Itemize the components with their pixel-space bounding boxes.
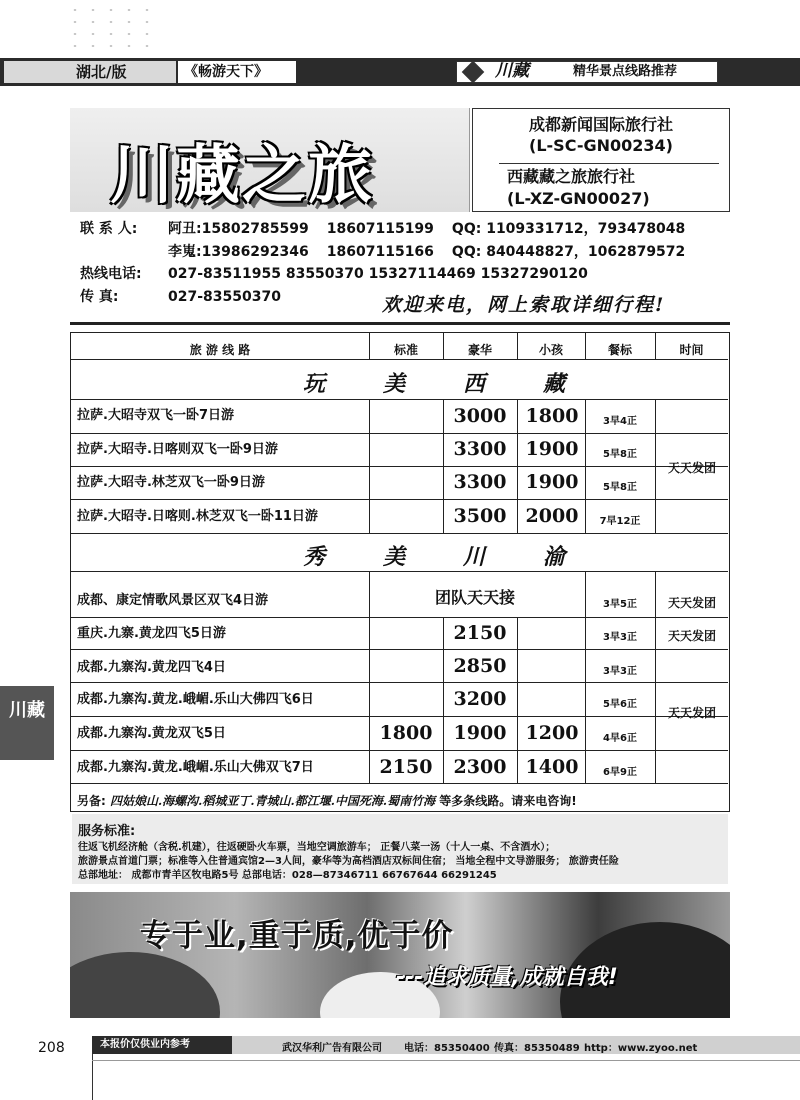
contact-label: 联 系 人: — [80, 221, 138, 237]
deluxe-price: 2150 — [453, 622, 507, 644]
contact-row-1 — [80, 220, 685, 238]
hotline-label: 热线电话: — [80, 266, 142, 282]
route-name: 成都、康定情歌风景区双飞4日游 — [77, 593, 269, 608]
agency-divider — [499, 163, 719, 164]
extra-label: 另备: — [77, 794, 106, 808]
divider-rule — [70, 322, 730, 325]
schedule-daily: 天天发团 — [667, 596, 716, 610]
child-price: 2000 — [525, 505, 579, 527]
footer-phone: 电话：85350400 — [404, 1043, 490, 1054]
mountain-shape — [70, 952, 220, 1018]
child-price: 1800 — [525, 405, 579, 427]
contact-person-2: 李嵬:13986292346 — [168, 244, 309, 260]
extra-routes — [77, 792, 577, 809]
deluxe-price: 3000 — [453, 405, 507, 427]
agency-panel — [472, 108, 730, 212]
fax-number: 027-83550370 — [168, 289, 281, 305]
service-panel — [72, 814, 728, 884]
section-title-sichuan: 秀美川渝 — [303, 544, 624, 570]
route-name: 成都.九寨沟.黄龙双飞5日 — [77, 726, 226, 741]
column-label: 《畅游天下》 — [178, 61, 296, 83]
agency-license-2: (L-XZ-GN00027) — [507, 189, 650, 208]
meal-standard: 3早3正 — [603, 666, 637, 677]
extra-places: 四姑娘山.海螺沟.稻城亚丁.青城山.都江堰.中国死海.蜀南竹海 — [110, 794, 436, 808]
extra-suffix: 等多条线路。请来电咨询! — [439, 794, 577, 808]
route-name: 拉萨.大昭寺.日喀则.林芝双飞一卧11日游 — [77, 509, 318, 524]
header-time: 时间 — [679, 343, 704, 357]
standard-price: 1800 — [379, 722, 433, 744]
route-name: 拉萨.大昭寺双飞一卧7日游 — [77, 408, 234, 423]
page-title: 川藏之旅 — [110, 139, 374, 213]
child-price: 1900 — [525, 438, 579, 460]
contact-row-2 — [80, 243, 685, 261]
fax-row — [80, 288, 281, 306]
service-title: 服务标准: — [78, 824, 136, 839]
service-line-3: 总部地址： 成都市青羊区牧电路5号 总部电话：028—87346711 66767644 66291245 — [78, 870, 497, 881]
route-name: 拉萨.大昭寺.日喀则双飞一卧9日游 — [77, 442, 278, 457]
schedule-daily: 天天发团 — [667, 706, 716, 720]
side-tab: 川藏 — [0, 686, 54, 760]
deluxe-price: 3300 — [453, 471, 507, 493]
hotline-row — [80, 265, 588, 283]
header-standard: 标准 — [393, 343, 418, 357]
route-banner — [456, 61, 718, 83]
agency-name-2: 西藏藏之旅旅行社 — [507, 167, 636, 186]
child-price: 1200 — [525, 722, 579, 744]
banner-brand: 川藏 — [495, 61, 529, 81]
schedule-daily: 天天发团 — [667, 461, 716, 475]
welcome-text: 欢迎来电，网上索取详细行程! — [382, 294, 666, 316]
agency-name-1: 成都新闻国际旅行社 — [528, 115, 673, 134]
footer-fax: 传真：85350489 — [494, 1043, 580, 1054]
header-deluxe: 豪华 — [467, 343, 492, 357]
footer-company: 武汉华利广告有限公司 — [282, 1043, 382, 1054]
header-meal: 餐标 — [607, 343, 632, 357]
hotline-numbers: 027-83511955 83550370 15327114469 15327290120 — [168, 266, 588, 282]
contact-phone-2: 18607115166 — [326, 244, 434, 260]
contact-qq-2: QQ: 840448827，1062879572 — [451, 244, 686, 260]
section-title-tibet: 玩美西藏 — [303, 371, 624, 397]
header-route: 旅 游 线 路 — [189, 343, 251, 357]
footer-note: 本报价仅供业内参考 — [92, 1036, 232, 1054]
footer-horizontal-rule — [92, 1060, 800, 1061]
slogan-main: 专于业,重于质,优于价 — [140, 918, 454, 954]
price-table — [70, 332, 730, 812]
route-name: 成都.九寨沟.黄龙.峨嵋.乐山大佛双飞7日 — [77, 760, 314, 775]
meal-standard: 3早5正 — [603, 599, 637, 610]
slogan-sub: ---追求质量,成就自我! — [396, 965, 618, 990]
meal-standard: 7早12正 — [599, 516, 641, 527]
route-name: 成都.九寨沟.黄龙四飞4日 — [77, 660, 226, 675]
header-child: 小孩 — [538, 343, 563, 357]
meal-standard: 5早6正 — [603, 699, 637, 710]
child-price: 1400 — [525, 756, 579, 778]
region-label: 湖北/版 — [4, 61, 176, 83]
contact-qq-1: QQ: 1109331712，793478048 — [451, 221, 686, 237]
meal-standard: 5早8正 — [603, 482, 637, 493]
scenery-banner — [70, 892, 730, 1018]
standard-price: 2150 — [379, 756, 433, 778]
fax-label: 传 真: — [80, 289, 119, 305]
deluxe-price: 1900 — [453, 722, 507, 744]
route-name: 重庆.九寨.黄龙四飞5日游 — [77, 626, 226, 641]
dot-pattern — [66, 4, 156, 50]
service-line-2: 旅游景点首道门票；标准等入住普通宾馆2—3人间，豪华等为高档酒店双标间住宿； 当地全程中文导游服务； 旅游责任险 — [78, 856, 619, 867]
agency-license-1: (L-SC-GN00234) — [529, 136, 673, 155]
route-name: 拉萨.大昭寺.林芝双飞一卧9日游 — [77, 475, 265, 490]
deluxe-price: 2300 — [453, 756, 507, 778]
child-price: 1900 — [525, 471, 579, 493]
meal-standard: 3早4正 — [603, 416, 637, 427]
footer-website: http：www.zyoo.net — [584, 1043, 698, 1054]
meal-standard: 3早3正 — [603, 632, 637, 643]
deluxe-price: 2850 — [453, 655, 507, 677]
route-name: 成都.九寨沟.黄龙.峨嵋.乐山大佛四飞6日 — [77, 692, 314, 707]
page-number: 208 — [38, 1040, 65, 1056]
deluxe-price: 3200 — [453, 688, 507, 710]
team-daily: 团队天天接 — [434, 588, 515, 607]
contact-phone-1: 18607115199 — [326, 221, 434, 237]
meal-standard: 5早8正 — [603, 449, 637, 460]
title-panel — [70, 108, 470, 212]
meal-standard: 6早9正 — [603, 767, 637, 778]
deluxe-price: 3500 — [453, 505, 507, 527]
contact-person-1: 阿丑:15802785599 — [168, 221, 309, 237]
deluxe-price: 3300 — [453, 438, 507, 460]
diamond-icon — [462, 61, 485, 84]
service-line-1: 往返飞机经济舱（含税.机建），往返硬卧火车票，当地空调旅游车； 正餐八菜一汤（十人一桌、不含酒水）； — [78, 842, 556, 853]
meal-standard: 4早6正 — [603, 733, 637, 744]
schedule-daily: 天天发团 — [667, 629, 716, 643]
banner-title: 精华景点线路推荐 — [573, 64, 678, 79]
